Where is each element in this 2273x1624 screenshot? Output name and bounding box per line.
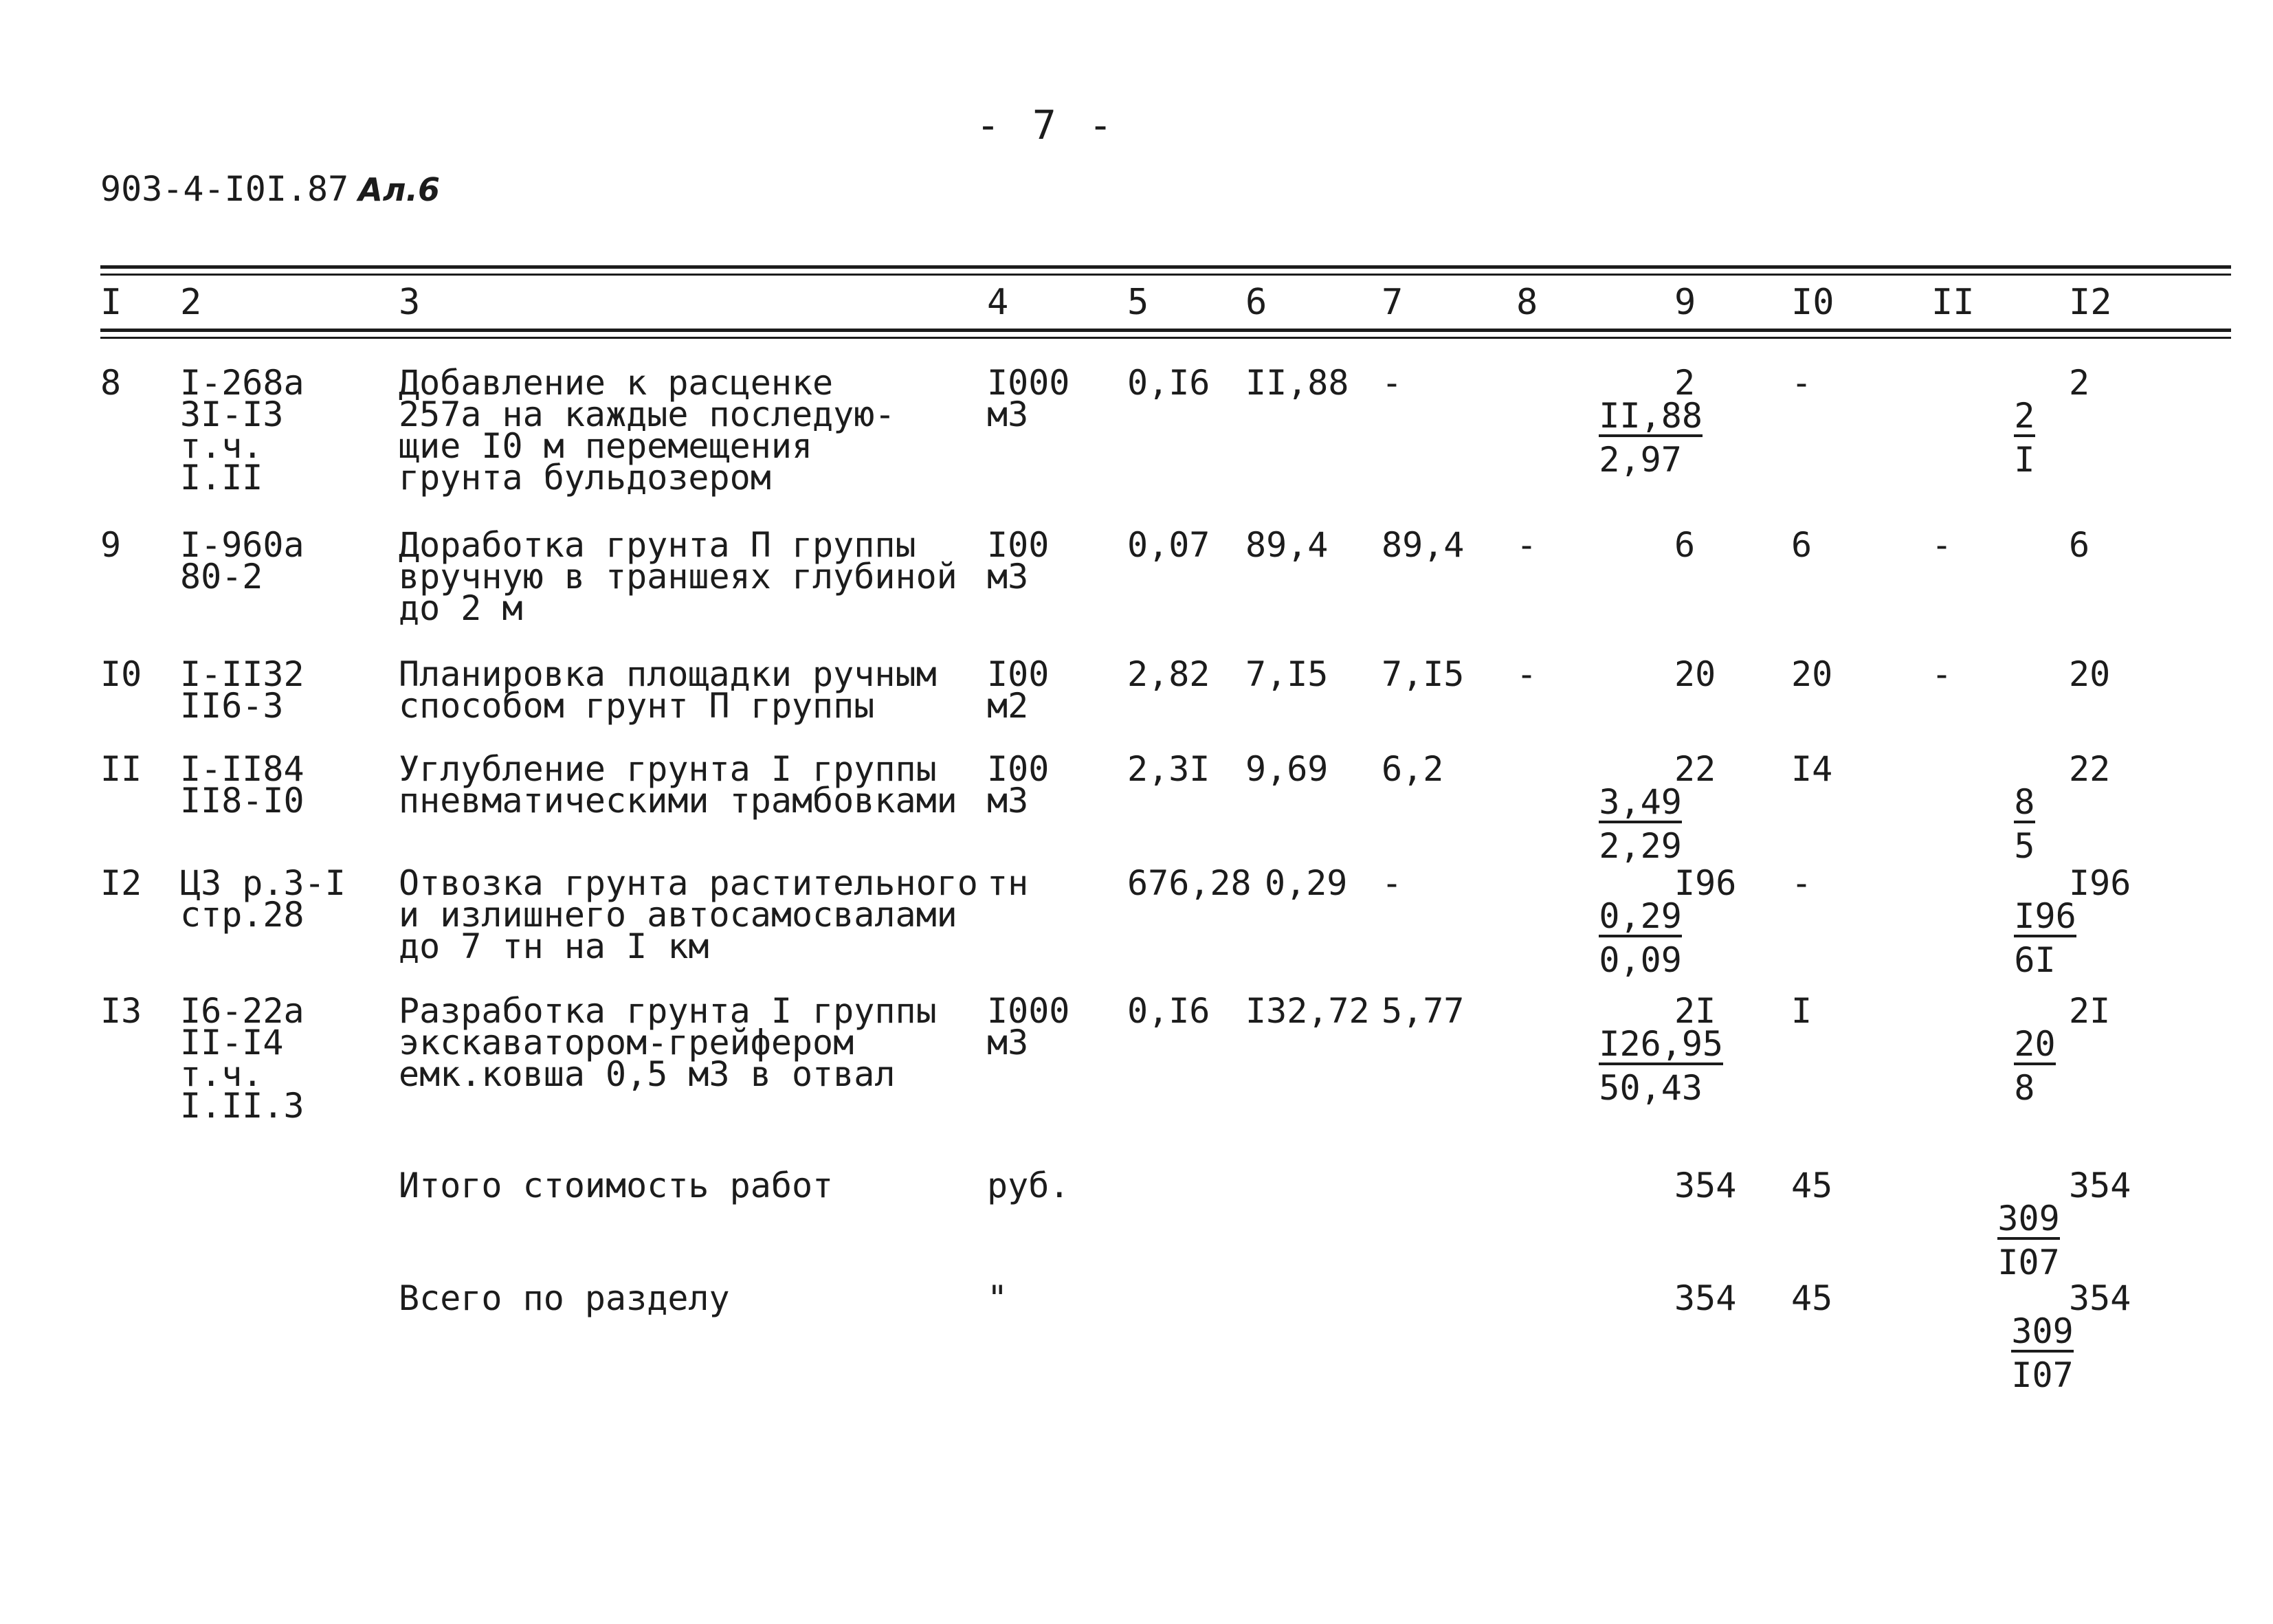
total-label: Итого стоимость работ: [399, 1166, 834, 1205]
final-total: 354: [2069, 1166, 2131, 1205]
wage-cost: I4: [1791, 749, 1833, 789]
row-number: 8: [100, 363, 122, 403]
machine-total: [1931, 867, 2076, 1014]
unit: I000 м3: [987, 991, 1070, 1063]
unit: I00 м2: [987, 654, 1050, 726]
wage-price: 5,77: [1382, 991, 1465, 1031]
final-total: 20: [2069, 654, 2111, 694]
wage-cost: 45: [1791, 1278, 1833, 1318]
work-description: Планировка площадки ручным способом грунт П группы: [399, 654, 937, 726]
header-col-9: 9: [1674, 282, 1696, 323]
wage-price: 7,I5: [1382, 654, 1465, 694]
work-description: Доработка грунта П группы вручную в траншеях глубиной до 2 м: [399, 525, 957, 628]
header-col-5: 5: [1127, 282, 1149, 323]
wage-price: -: [1382, 363, 1403, 403]
rate-code: ЦЗ р.3-I стр.28: [180, 863, 346, 935]
quantity: 676,28: [1127, 863, 1252, 903]
total-cost: 2: [1674, 363, 1696, 403]
total-cost: 354: [1674, 1166, 1737, 1205]
unit-price: 7,I5: [1245, 654, 1329, 694]
header-col-2: 2: [180, 282, 202, 323]
document-code: [100, 169, 440, 209]
document-code-number: 903-4-I0I.87: [100, 169, 349, 209]
machine-cost: -: [1516, 654, 1538, 694]
header-col-4: 4: [987, 282, 1009, 323]
fraction-numerator: I26,95: [1599, 1024, 1724, 1064]
final-total: 22: [2069, 749, 2111, 789]
fraction-denominator: 5: [2014, 826, 2035, 866]
fraction-numerator: 20: [2014, 1024, 2056, 1064]
row-number: I3: [100, 991, 142, 1031]
wage-cost: 45: [1791, 1166, 1833, 1205]
final-total: 354: [2069, 1278, 2131, 1318]
final-total: 2: [2069, 363, 2090, 403]
total-cost: 6: [1674, 525, 1696, 565]
fraction-numerator: 309: [1997, 1199, 2060, 1238]
total-cost: 354: [1674, 1278, 1737, 1318]
final-total: 2I: [2069, 991, 2111, 1031]
fraction-denominator: 0,09: [1599, 940, 1682, 980]
machine-total: -: [1931, 525, 1953, 565]
quantity: 0,07: [1127, 525, 1210, 565]
header-col-11: II: [1931, 282, 1975, 323]
fraction-denominator: 2,97: [1599, 440, 1682, 480]
row-number: 9: [100, 525, 122, 565]
total-cost: 20: [1674, 654, 1716, 694]
total-unit: руб.: [987, 1166, 1070, 1205]
row-number: II: [100, 749, 142, 789]
fraction-denominator: I: [2014, 440, 2035, 480]
unit: I00 м3: [987, 749, 1050, 821]
table-top-rule: [100, 265, 2231, 269]
quantity: 0,I6: [1127, 363, 1210, 403]
section-total-label: Всего по разделу: [399, 1278, 730, 1318]
rate-code: I-960a 80-2: [180, 525, 304, 597]
work-description: Добавление к расценке 257а на каждые последую- щие I0 м перемещения грунта бульдозером: [399, 363, 896, 498]
header-bottom-rule-thin: [100, 337, 2231, 339]
rate-code: I-II32 II6-3: [180, 654, 304, 726]
fraction-numerator: 3,49: [1599, 782, 1682, 822]
fraction-numerator: 2: [2014, 396, 2035, 436]
header-col-8: 8: [1516, 282, 1538, 323]
quantity: 2,82: [1127, 654, 1210, 694]
fraction-numerator: 0,29: [1599, 896, 1682, 936]
work-description: Углубление грунта I группы пневматическими трамбовками: [399, 749, 957, 821]
header-col-3: 3: [399, 282, 421, 323]
unit-price: II,88: [1245, 363, 1349, 403]
machine-total: -: [1931, 654, 1953, 694]
ditto-mark: ": [987, 1278, 1008, 1318]
unit-price: 89,4: [1245, 525, 1329, 565]
fraction-numerator: I96: [2014, 896, 2076, 936]
unit: тн: [987, 863, 1029, 903]
fraction-denominator: 8: [2014, 1068, 2035, 1108]
wage-cost: -: [1791, 363, 1812, 403]
header-bottom-rule: [100, 329, 2231, 332]
work-description: Разработка грунта I группы экскаватором-грейфером емк.ковша 0,5 м3 в отвал: [399, 991, 937, 1094]
wage-price: 89,4: [1382, 525, 1465, 565]
unit-price: I32,72: [1245, 991, 1370, 1031]
total-cost: 22: [1674, 749, 1716, 789]
row-number: I0: [100, 654, 142, 694]
machine-cost: [1516, 867, 1682, 1014]
row-number: I2: [100, 863, 142, 903]
work-description: Отвозка грунта растительного и излишнего автосамосвалами до 7 тн на I км: [399, 863, 978, 966]
fraction-denominator: I07: [2011, 1355, 2074, 1395]
header-col-7: 7: [1382, 282, 1404, 323]
fraction-denominator: 6I: [2014, 940, 2056, 980]
wage-price: 6,2: [1382, 749, 1444, 789]
quantity: 2,3I: [1127, 749, 1210, 789]
header-col-1: I: [100, 282, 122, 323]
machine-total: [1931, 995, 2056, 1142]
document-code-handwritten-mark: Ал.6: [358, 171, 441, 208]
fraction-denominator: 2,29: [1599, 826, 1682, 866]
rate-code: I6-22a II-I4 т.ч. I.II.3: [180, 991, 304, 1126]
unit: I00 м3: [987, 525, 1050, 597]
fraction-numerator: 309: [2011, 1311, 2074, 1351]
fraction-denominator: 50,43: [1599, 1068, 1703, 1108]
rate-code: I-268a 3I-I3 т.ч. I.II: [180, 363, 304, 498]
final-total: 6: [2069, 525, 2090, 565]
fraction-numerator: 8: [2014, 782, 2035, 822]
total-cost: 2I: [1674, 991, 1716, 1031]
header-col-6: 6: [1245, 282, 1267, 323]
final-total: I96: [2069, 863, 2131, 903]
unit-price: 9,69: [1245, 749, 1329, 789]
header-col-10: I0: [1791, 282, 1834, 323]
unit: I000 м3: [987, 363, 1070, 434]
rate-code: I-II84 II8-I0: [180, 749, 304, 821]
page-number: - 7 -: [976, 102, 1117, 148]
fraction-denominator: I07: [1997, 1243, 2060, 1282]
wage-cost: I: [1791, 991, 1812, 1031]
wage-cost: -: [1791, 863, 1812, 903]
wage-cost: 6: [1791, 525, 1812, 565]
fraction-numerator: II,88: [1599, 396, 1703, 436]
quantity: 0,I6: [1127, 991, 1210, 1031]
machine-total: [1929, 1282, 2074, 1430]
wage-price: -: [1382, 863, 1403, 903]
header-col-12: I2: [2069, 282, 2112, 323]
machine-total: [1931, 367, 2035, 514]
unit-price: 0,29: [1265, 863, 1348, 903]
machine-cost: -: [1516, 525, 1538, 565]
table-top-rule-thin: [100, 274, 2231, 276]
wage-cost: 20: [1791, 654, 1833, 694]
total-cost: I96: [1674, 863, 1737, 903]
